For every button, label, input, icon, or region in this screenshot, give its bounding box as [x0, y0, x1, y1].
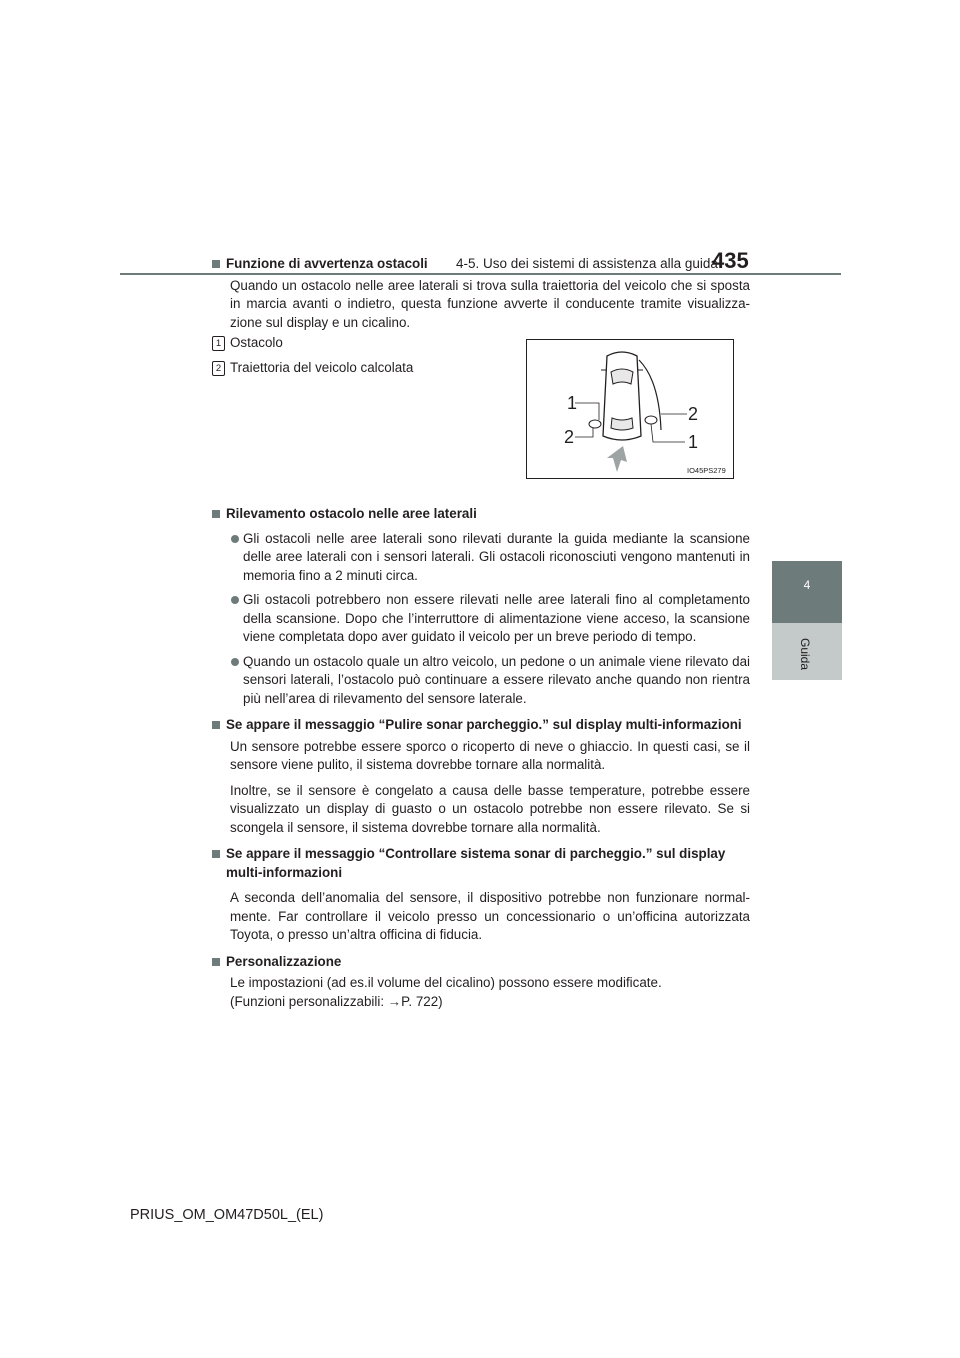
chapter-label: Guida	[798, 638, 812, 671]
callout-1-left: 1	[567, 393, 578, 413]
callout-1-right: 1	[688, 432, 699, 452]
section-text: Le impostazioni (ad es.il volume del cicalino) possono essere modificate.	[230, 975, 662, 990]
circle-bullet-icon	[231, 596, 239, 604]
square-bullet-icon	[212, 958, 220, 966]
section-title: Se appare il messaggio “Pulire sonar parcheggio.” sul display multi-informazioni	[210, 716, 750, 735]
callout-number: 2	[212, 361, 225, 376]
page-reference-link[interactable]: (Funzioni personalizzabili: →P. 722)	[230, 993, 443, 1009]
section-clean-sonar	[210, 716, 750, 837]
section-warning	[210, 255, 750, 332]
section-text: Un sensore potrebbe essere sporco o ricoperto di neve o ghiaccio. In questi casi, se il sensore viene pulito, il sistema dovrebbe tornare alla normalità.	[230, 738, 750, 772]
section-title: Rilevamento ostacolo nelle aree laterali	[210, 505, 750, 524]
chapter-number: 4	[803, 578, 811, 592]
legend-label: Ostacolo	[230, 335, 283, 350]
section-text: A seconda dell’anomalia del sensore, il dispositivo potrebbe non funzionare normal-mente. Far controllare il veicolo presso un concessionario o un’officina autorizzata Toyota, o presso un’altra officina di fiducia.	[230, 890, 750, 942]
square-bullet-icon	[212, 721, 220, 729]
document-code: PRIUS_OM_OM47D50L_(EL)	[130, 1207, 324, 1223]
list-item: Gli ostacoli nelle aree laterali sono rilevati durante la guida mediante la scansione delle aree laterali con i sensori laterali. Gli ostacoli riconosciuti vengono mantenuti in memoria fino a 2 minuti circa.	[210, 530, 750, 586]
list-item: Quando un ostacolo quale un altro veicolo, un pedone o un animale viene rilevato dai sensori laterali, l’ostacolo può continuare a essere rilevato anche quando non rientra più nell’area di rilevamento del sensore laterale.	[210, 653, 750, 709]
list-item: Gli ostacoli potrebbero non essere rilevati nelle aree laterali fino al completamento della scansione. Dopo che l’interruttore di alimentazione viene acceso, la scansione viene completata dopo aver guidato il veicolo per un breve periodo di tempo.	[210, 591, 750, 647]
legend-label: Traiettoria del veicolo calcolata	[230, 360, 414, 375]
square-bullet-icon	[212, 850, 220, 858]
section-title: Personalizzazione	[210, 953, 750, 972]
square-bullet-icon	[212, 510, 220, 518]
section-text: Quando un ostacolo nelle aree laterali si trova sulla traiettoria del veicolo che si sposta in marcia avanti o indietro, questa funzione avverte il conducente tramite visualizza-zione sul display e un cicalino.	[230, 277, 750, 330]
callout-2-right: 2	[688, 404, 699, 424]
callout-2-left: 2	[564, 427, 575, 447]
callout-number: 1	[212, 336, 225, 351]
circle-bullet-icon	[231, 658, 239, 666]
section-check-sonar	[210, 845, 750, 945]
section-title: Se appare il messaggio “Controllare sistema sonar di parcheggio.” sul display multi-informazioni	[210, 845, 750, 882]
chapter-tab	[772, 561, 842, 623]
section-detection	[210, 505, 750, 708]
circle-bullet-icon	[231, 535, 239, 543]
section-customization	[210, 953, 750, 1012]
running-header-title: 4-5. Uso dei sistemi di assistenza alla guida	[456, 256, 718, 271]
section-text: Inoltre, se il sensore è congelato a causa delle basse temperature, potrebbe essere visualizzato un display di guasto o un ostacolo potrebbe non essere rilevato. Se si scongela il sensore, il sistema dovrebbe tornare alla normalità.	[230, 782, 750, 835]
square-bullet-icon	[212, 260, 220, 268]
figure-code: IO45PS279	[687, 466, 726, 475]
section-title: Funzione di avvertenza ostacoli	[210, 255, 750, 274]
page-number: 435	[712, 248, 749, 273]
